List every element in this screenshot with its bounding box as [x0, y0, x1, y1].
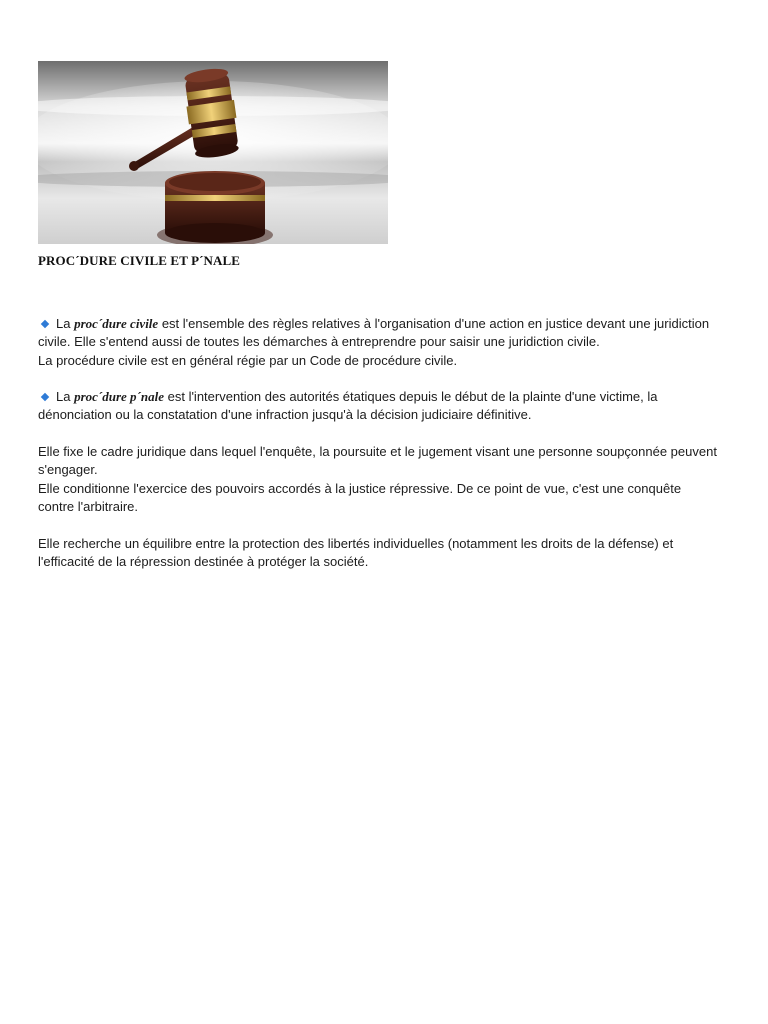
- framework-paragraph: Elle fixe le cadre juridique dans lequel l'enquête, la poursuite et le jugement visant une personne soupçonnée peuvent s'engager.: [38, 444, 717, 478]
- diamond-bullet-icon: [41, 320, 49, 328]
- diamond-bullet-icon: [41, 393, 49, 401]
- civil-code-line: La procédure civile est en général régie par un Code de procédure civile.: [38, 352, 458, 368]
- civil-lead: La: [56, 316, 75, 331]
- powers-paragraph: Elle conditionne l'exercice des pouvoirs accordés à la justice répressive. De ce point de vue, c'est une conquête contre l'arbitraire.: [38, 480, 682, 514]
- document-body: [38, 315, 718, 571]
- civil-procedure-term: proc´dure civile: [74, 316, 159, 331]
- gavel-image: [38, 61, 388, 244]
- balance-paragraph: Elle recherche un équilibre entre la protection des libertés individuelles (notamment les droits de la défense) et l'efficacité de la répression destinée à protéger la société.: [38, 535, 674, 569]
- penal-procedure-paragraph: [38, 388, 718, 425]
- civil-definition: est l'ensemble des règles relatives à l'organisation d'une action en justice devant une juridiction civile. Elle s'entend aussi de toutes les démarches à entreprendre pour saisir une juridiction civile.: [38, 316, 710, 350]
- civil-procedure-paragraph: [38, 315, 718, 352]
- penal-procedure-term: proc´dure p´nale: [74, 389, 164, 405]
- penal-lead: La: [56, 389, 75, 405]
- penal-definition: est l'intervention des autorités étatiques depuis le début de la plainte d'une victime, la dénonciation ou la constatation d'une infraction jusqu'à la décision judiciaire définitive.: [38, 389, 658, 423]
- document-title: PROC´DURE CIVILE ET P´NALE: [38, 253, 241, 268]
